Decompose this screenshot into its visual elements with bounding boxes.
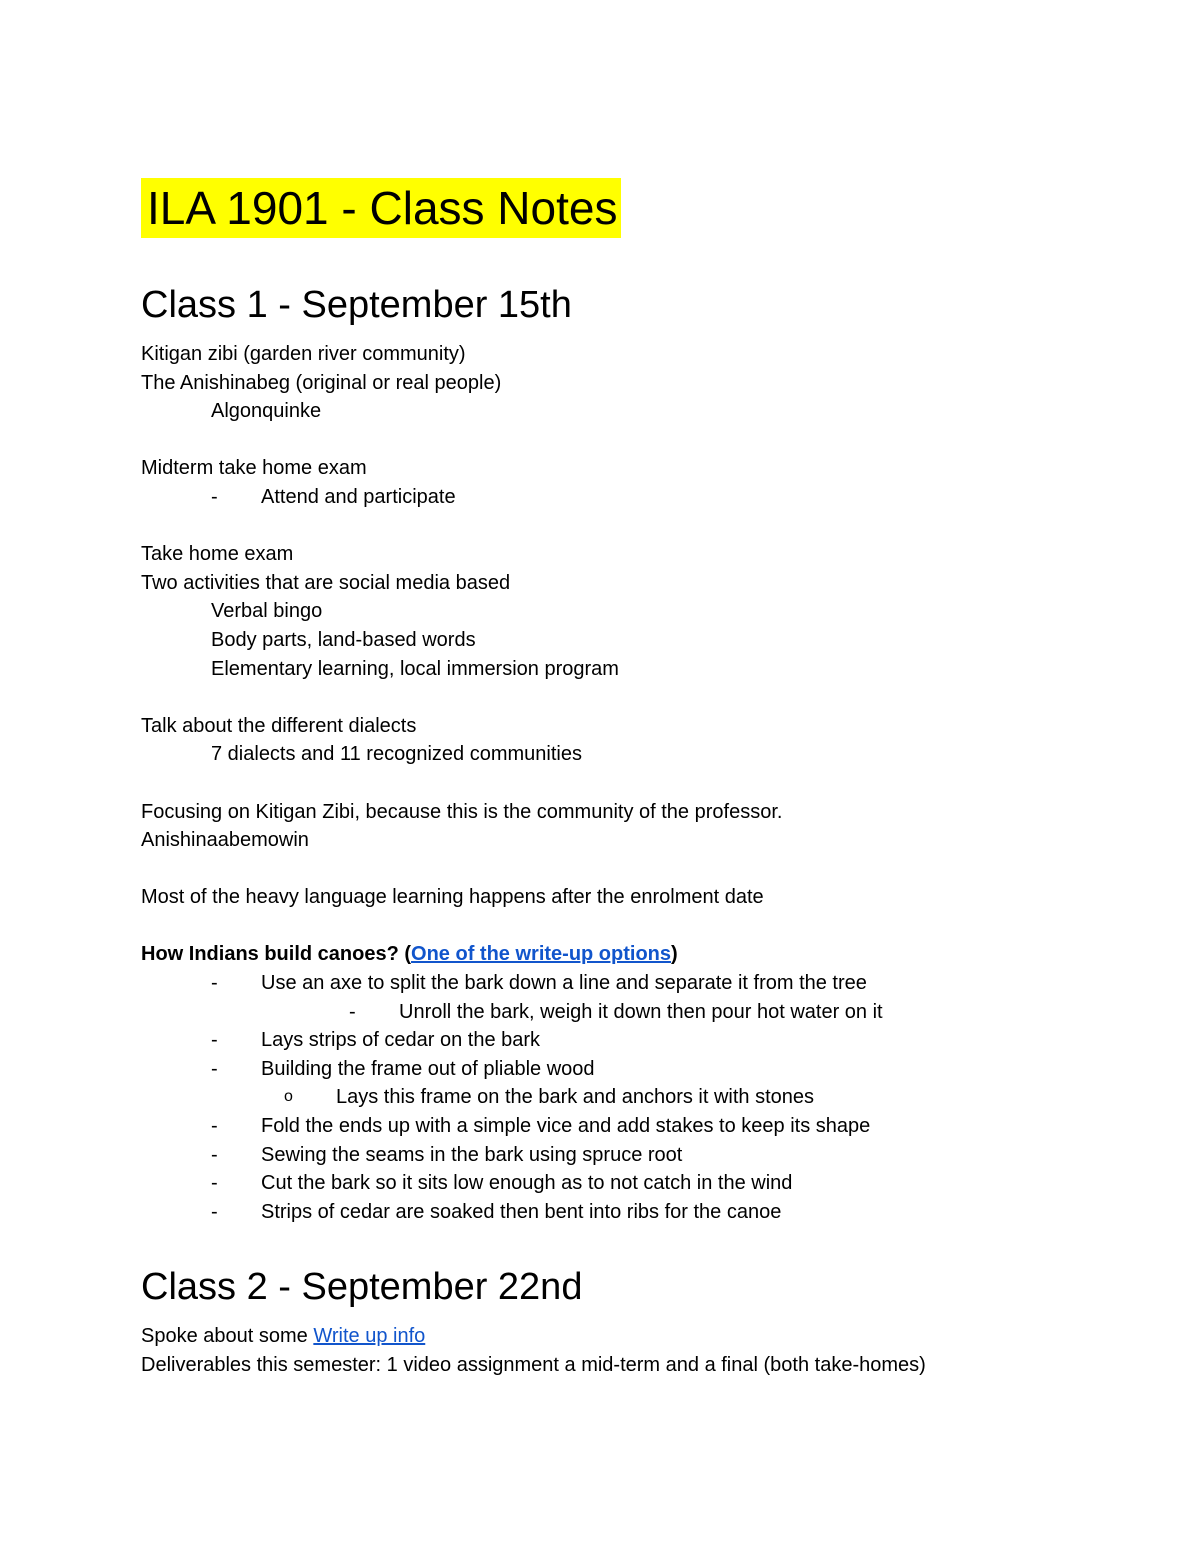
document-page (141, 178, 1141, 1380)
note-line: Talk about the different dialects (141, 714, 417, 737)
bullet-text: Sewing the seams in the bark using spruce root (261, 1143, 683, 1166)
dash-bullet: - (349, 1000, 356, 1023)
dash-bullet: - (211, 1029, 218, 1052)
write-up-info-link[interactable]: Write up info (313, 1325, 426, 1348)
note-line: Take home exam (141, 543, 294, 566)
note-line: Anishinaabemowin (141, 829, 309, 852)
note-line-indented: Verbal bingo (211, 600, 323, 623)
note-line: The Anishinabeg (original or real people) (141, 371, 502, 394)
bullet-text: Lays this frame on the bark and anchors it with stones (336, 1086, 815, 1109)
note-line: Midterm take home exam (141, 457, 367, 480)
dash-bullet: - (211, 1143, 218, 1166)
dash-bullet: - (211, 1115, 218, 1138)
note-line-indented: 7 dialects and 11 recognized communities (211, 743, 582, 766)
bullet-text: Unroll the bark, weigh it down then pour hot water on it (399, 1000, 883, 1023)
note-line: Kitigan zibi (garden river community) (141, 343, 466, 365)
canoe-question-close: ) (671, 943, 678, 966)
note-line: Most of the heavy language learning happens after the enrolment date (141, 886, 764, 909)
bullet-text: Fold the ends up with a simple vice and add stakes to keep its shape (261, 1115, 871, 1138)
bullet-item (141, 1141, 1141, 1170)
spoke-text: Spoke about some (141, 1325, 314, 1348)
bullet-item (141, 1169, 1141, 1198)
canoe-question-text: How Indians build canoes? ( (141, 943, 412, 966)
write-up-options-link[interactable]: One of the write-up options (411, 943, 672, 966)
bullet-text: Attend and participate (261, 485, 456, 508)
bullet-text: Lays strips of cedar on the bark (261, 1029, 541, 1052)
canoe-question (141, 940, 1141, 969)
bullet-text: Strips of cedar are soaked then bent into ribs for the canoe (261, 1200, 782, 1223)
bullet-item (141, 1198, 1141, 1227)
class2-heading: Class 2 - September 22nd (141, 1266, 583, 1309)
bullet-text: Building the frame out of pliable wood (261, 1057, 595, 1080)
sub-bullet-item (141, 998, 1141, 1027)
dash-bullet: - (211, 1172, 218, 1195)
bullet-item (141, 1026, 1141, 1055)
bullet-text: Cut the bark so it sits low enough as to not catch in the wind (261, 1172, 793, 1195)
bullet-item (141, 1112, 1141, 1141)
class1-heading: Class 1 - September 15th (141, 284, 572, 326)
note-line-indented: Algonquinke (211, 400, 322, 423)
note-line (141, 1322, 1141, 1351)
bullet-item (141, 969, 1141, 998)
bullet-item (141, 1055, 1141, 1084)
dash-bullet: - (211, 1200, 218, 1223)
note-line: Two activities that are social media based (141, 571, 511, 594)
dash-bullet: - (211, 485, 218, 508)
circle-bullet: o (284, 1088, 293, 1106)
sub-bullet-item (141, 1083, 1141, 1112)
note-line-indented: Body parts, land-based words (211, 628, 476, 651)
dash-bullet: - (211, 972, 218, 995)
bullet-text: Use an axe to split the bark down a line and separate it from the tree (261, 972, 867, 995)
document-title: ILA 1901 - Class Notes (141, 178, 621, 238)
note-line: Focusing on Kitigan Zibi, because this is the community of the professor. (141, 800, 783, 823)
dash-bullet: - (211, 1057, 218, 1080)
bullet-item (141, 483, 1141, 512)
note-line: Deliverables this semester: 1 video assignment a mid-term and a final (both take-homes) (141, 1354, 926, 1376)
note-line-indented: Elementary learning, local immersion program (211, 657, 619, 680)
